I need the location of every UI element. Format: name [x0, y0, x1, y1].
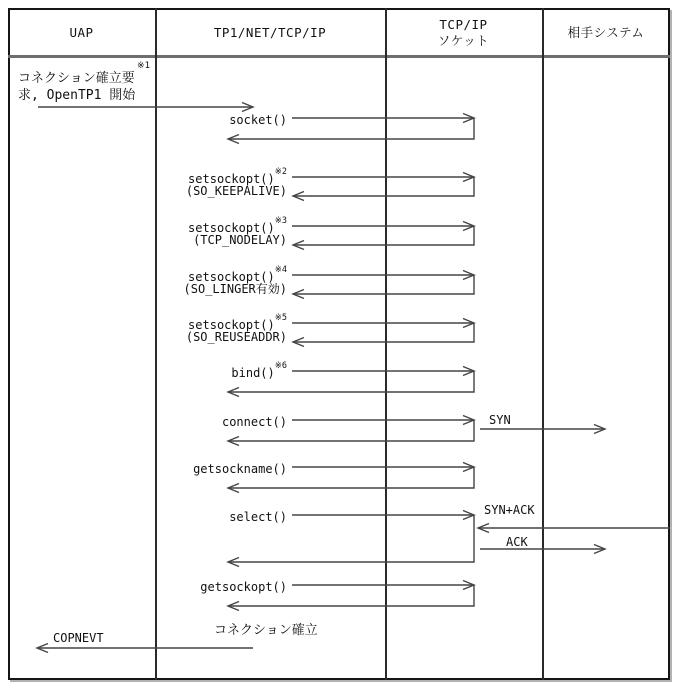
column-header-tp1: TP1/NET/TCP/IP	[213, 24, 327, 40]
column-header-remote: 相手システム	[567, 24, 645, 40]
header-separator-line	[8, 55, 670, 58]
column-header-uap: UAP	[69, 24, 94, 40]
call-name: socket()	[229, 113, 287, 127]
call-label-socket	[229, 110, 287, 128]
footnote-marker: ※3	[274, 216, 287, 226]
call-label-getsockname	[193, 459, 287, 477]
syn-label: SYN	[489, 413, 511, 427]
footnote-marker: ※6	[274, 361, 287, 371]
footnote-marker: ※5	[274, 313, 287, 323]
call-name: connect()	[221, 415, 287, 429]
footnote-marker-1: ※1	[137, 61, 150, 71]
copnevt-label: COPNEVT	[53, 631, 104, 645]
footnote-marker: ※2	[274, 167, 287, 177]
column-divider-tp1-socket	[385, 8, 387, 680]
call-name: bind()	[231, 366, 275, 380]
column-divider-uap-tp1	[155, 8, 157, 680]
call-label-getsockopt	[200, 577, 287, 595]
column-divider-socket-remote	[542, 8, 544, 680]
call-name: setsockopt()	[188, 318, 275, 332]
call-name: getsockopt()	[200, 580, 287, 594]
call-name: setsockopt()	[188, 270, 275, 284]
diagram-border	[8, 8, 670, 680]
uap-request-line1: コネクション確立要	[18, 71, 135, 86]
column-header-socket: TCP/IP ソケット	[437, 16, 490, 48]
call-name: setsockopt()	[188, 172, 275, 186]
connection-established-label: コネクション確立	[214, 623, 318, 638]
uap-request-line2: 求, OpenTP1 開始	[18, 88, 136, 103]
call-label-connect	[222, 412, 287, 430]
call-label-select	[229, 507, 287, 525]
call-name: getsockname()	[193, 462, 287, 476]
call-name: select()	[229, 510, 287, 524]
call-param-setsockopt-keepalive: (SO_KEEPALIVE)	[185, 184, 287, 198]
call-param-setsockopt-linger: (SO_LINGER有効)	[183, 282, 287, 296]
ack-label: ACK	[506, 535, 528, 549]
syn-ack-label: SYN+ACK	[484, 503, 535, 517]
call-param-setsockopt-reuseaddr: (SO_REUSEADDR)	[185, 330, 287, 344]
call-param-setsockopt-nodelay: (TCP_NODELAY)	[193, 233, 287, 247]
footnote-marker: ※4	[274, 265, 287, 275]
call-label-bind	[231, 363, 287, 381]
call-name: setsockopt()	[188, 221, 275, 235]
